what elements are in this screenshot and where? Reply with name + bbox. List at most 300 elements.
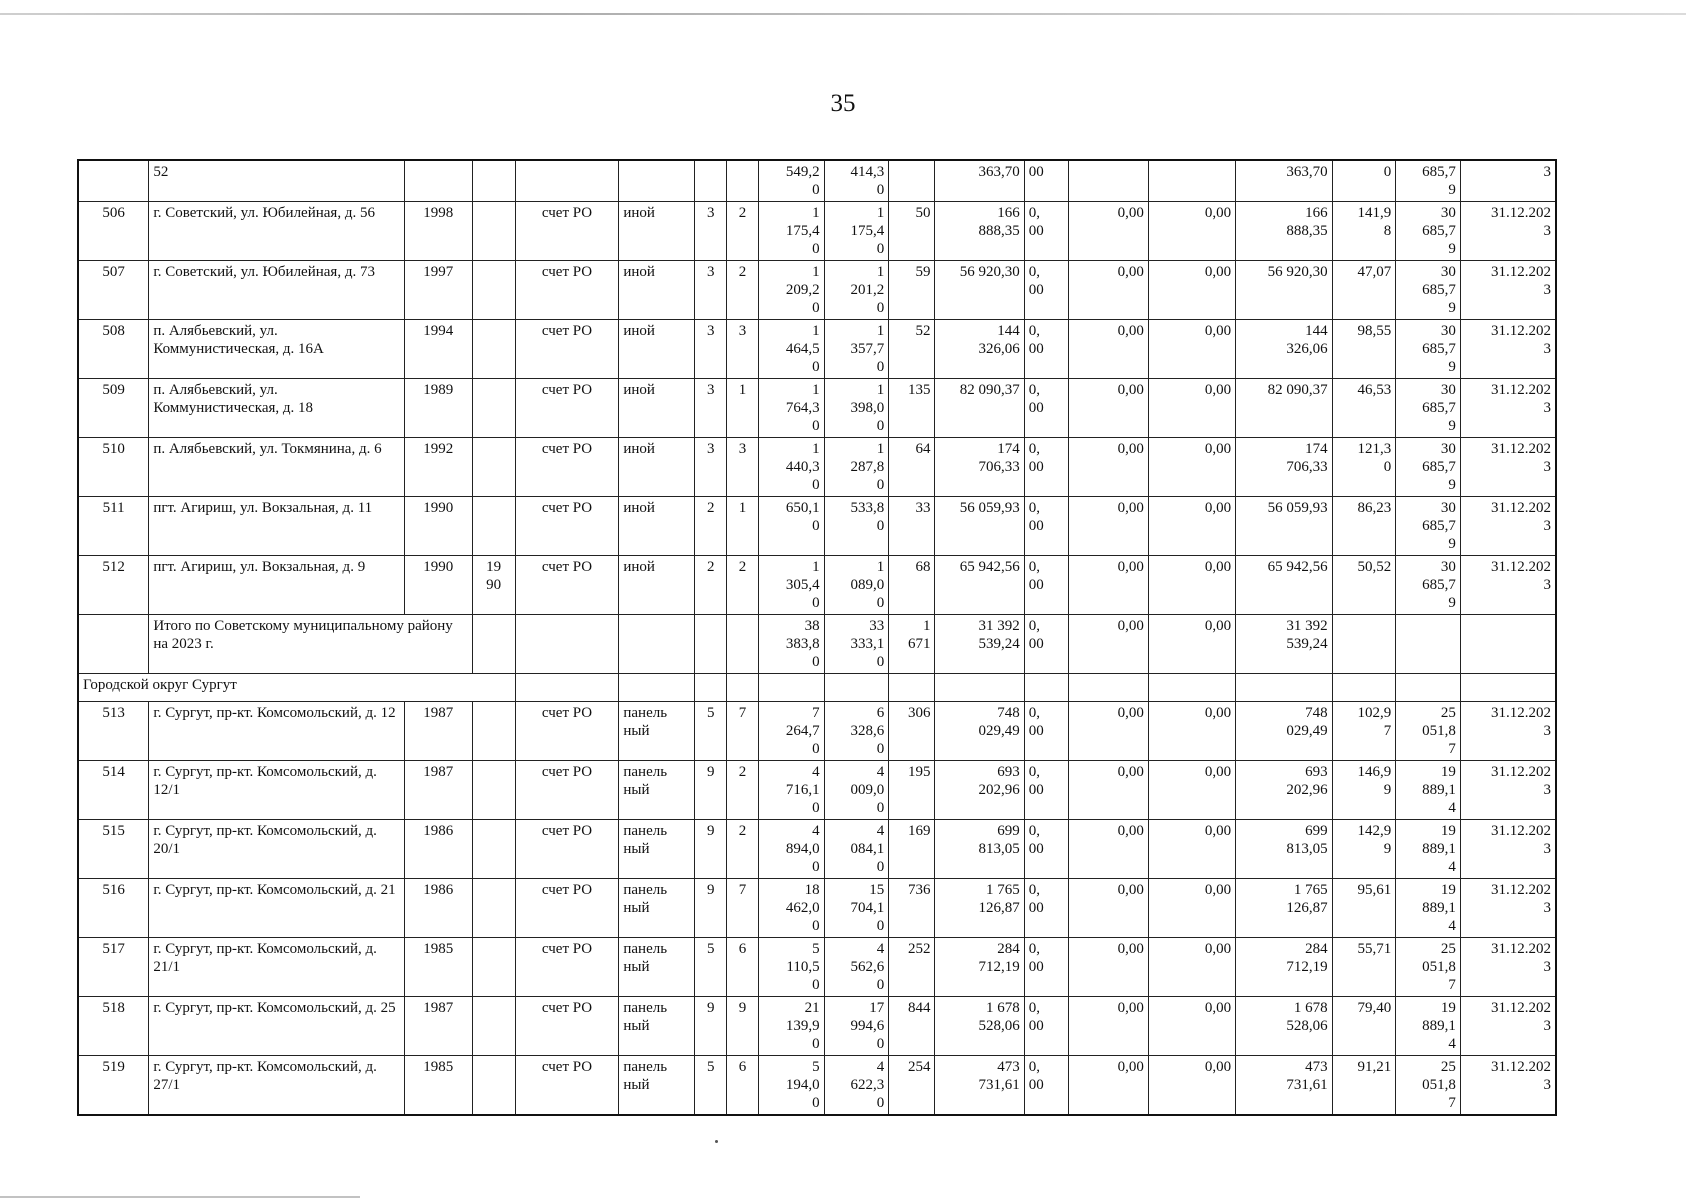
cell-max-cost: 19 889,1 4: [1396, 997, 1461, 1056]
cell-fund-total: 699 813,05: [1236, 820, 1332, 879]
cell-year2: [472, 702, 515, 761]
cell-year2: [472, 615, 515, 674]
cell-cost-per-m2: 102,9 7: [1332, 702, 1396, 761]
cell-address: пгт. Агириш, ул. Вокзальная, д. 11: [149, 497, 405, 556]
cell-area-total: 1 209,2 0: [758, 261, 824, 320]
cell-area-total: 38 383,8 0: [758, 615, 824, 674]
cell-floors: 3: [695, 379, 727, 438]
cell-empty: [935, 674, 1024, 702]
cell-area-total: 1 440,3 0: [758, 438, 824, 497]
cell-entrances: 3: [727, 320, 759, 379]
cell-year2: [472, 261, 515, 320]
cell-area-living: 1 089,0 0: [824, 556, 889, 615]
cell-fund-total: 174 706,33: [1236, 438, 1332, 497]
cell-fund-share: 0, 00: [1024, 997, 1068, 1056]
cell-budget-region: 0,00: [1068, 879, 1148, 938]
cell-budget-local: 0,00: [1148, 1056, 1235, 1116]
table-row-continuation: [78, 160, 1556, 202]
cell-account: счет РО: [515, 556, 619, 615]
cell-address: г. Сургут, пр-кт. Комсомольский, д. 21: [149, 879, 405, 938]
cell-max-cost: 30 685,7 9: [1396, 261, 1461, 320]
table-body: [78, 160, 1556, 1115]
cell-deadline: 31.12.202 3: [1460, 379, 1556, 438]
cell-year2: [472, 820, 515, 879]
cell-year: 1986: [404, 820, 472, 879]
cell-fund-share: 0, 00: [1024, 497, 1068, 556]
cell-num: 508: [78, 320, 149, 379]
cell-deadline: [1460, 615, 1556, 674]
cell-floors: 3: [695, 320, 727, 379]
cell-cost-per-m2: 55,71: [1332, 938, 1396, 997]
cell-fund-total: 473 731,61: [1236, 1056, 1332, 1116]
cell-cost-total: 56 059,93: [935, 497, 1024, 556]
cell-residents: 135: [889, 379, 935, 438]
cell-budget-region: 0,00: [1068, 761, 1148, 820]
cell-entrances: 2: [727, 761, 759, 820]
cell-year: 1990: [404, 556, 472, 615]
cell-cost-total: 473 731,61: [935, 1056, 1024, 1116]
cell-account: счет РО: [515, 879, 619, 938]
cell-floors: [695, 160, 727, 202]
cell-area-living: 1 398,0 0: [824, 379, 889, 438]
cell-residents: 252: [889, 938, 935, 997]
cell-cost-total: 144 326,06: [935, 320, 1024, 379]
cell-address: г. Сургут, пр-кт. Комсомольский, д. 12/1: [149, 761, 405, 820]
cell-year: 1985: [404, 938, 472, 997]
table-row: [78, 379, 1556, 438]
cell-residents: 169: [889, 820, 935, 879]
cell-account: счет РО: [515, 820, 619, 879]
cell-max-cost: 19 889,1 4: [1396, 761, 1461, 820]
cell-entrances: 2: [727, 261, 759, 320]
scan-edge-bottom: [0, 1196, 360, 1198]
cell-account: счет РО: [515, 938, 619, 997]
cell-deadline: 31.12.202 3: [1460, 1056, 1556, 1116]
cell-residents: 64: [889, 438, 935, 497]
cell-area-living: 4 622,3 0: [824, 1056, 889, 1116]
cell-num: 507: [78, 261, 149, 320]
cell-year2: [472, 160, 515, 202]
total-label: Итого по Советскому муниципальному району на 2023 г.: [149, 615, 472, 674]
cell-floors: 9: [695, 761, 727, 820]
cell-num: 514: [78, 761, 149, 820]
cell-account: счет РО: [515, 261, 619, 320]
cell-area-living: 17 994,6 0: [824, 997, 889, 1056]
cell-area-total: 1 464,5 0: [758, 320, 824, 379]
cell-num: 518: [78, 997, 149, 1056]
cell-floors: 9: [695, 879, 727, 938]
cell-floors: 5: [695, 702, 727, 761]
cell-floors: 2: [695, 556, 727, 615]
cell-empty: [1148, 674, 1235, 702]
cell-residents: [889, 160, 935, 202]
cell-wall: [619, 615, 695, 674]
cell-year: 1989: [404, 379, 472, 438]
cell-deadline: 31.12.202 3: [1460, 702, 1556, 761]
cell-residents: 52: [889, 320, 935, 379]
cell-area-total: 7 264,7 0: [758, 702, 824, 761]
cell-entrances: 3: [727, 438, 759, 497]
cell-wall: иной: [619, 202, 695, 261]
cell-cost-per-m2: 98,55: [1332, 320, 1396, 379]
cell-area-living: 1 357,7 0: [824, 320, 889, 379]
cell-fund-total: 144 326,06: [1236, 320, 1332, 379]
cell-area-total: 18 462,0 0: [758, 879, 824, 938]
cell-max-cost: 30 685,7 9: [1396, 379, 1461, 438]
cell-budget-local: 0,00: [1148, 438, 1235, 497]
cell-address: г. Сургут, пр-кт. Комсомольский, д. 12: [149, 702, 405, 761]
cell-cost-total: 699 813,05: [935, 820, 1024, 879]
cell-fund-share: 0, 00: [1024, 820, 1068, 879]
page-number: 35: [830, 90, 856, 117]
cell-num: 513: [78, 702, 149, 761]
cell-residents: 195: [889, 761, 935, 820]
cell-year2: 19 90: [472, 556, 515, 615]
cell-max-cost: 30 685,7 9: [1396, 438, 1461, 497]
cell-budget-region: 0,00: [1068, 1056, 1148, 1116]
cell-year2: [472, 202, 515, 261]
cell-fund-share: 0, 00: [1024, 1056, 1068, 1116]
cell-budget-local: 0,00: [1148, 997, 1235, 1056]
cell-account: счет РО: [515, 997, 619, 1056]
cell-empty: [758, 674, 824, 702]
cell-max-cost: 30 685,7 9: [1396, 497, 1461, 556]
total-row: [78, 615, 1556, 674]
cell-address: г. Сургут, пр-кт. Комсомольский, д. 27/1: [149, 1056, 405, 1116]
cell-address: г. Советский, ул. Юбилейная, д. 73: [149, 261, 405, 320]
table-row: [78, 879, 1556, 938]
cell-wall: иной: [619, 497, 695, 556]
scan-speck: [715, 1140, 718, 1143]
cell-floors: 5: [695, 938, 727, 997]
cell-fund-share: 0, 00: [1024, 761, 1068, 820]
cell-address: г. Сургут, пр-кт. Комсомольский, д. 21/1: [149, 938, 405, 997]
cell-account: счет РО: [515, 438, 619, 497]
cell-fund-share: 0, 00: [1024, 615, 1068, 674]
cell-budget-region: 0,00: [1068, 997, 1148, 1056]
cell-cost-total: 56 920,30: [935, 261, 1024, 320]
cell-cost-total: 166 888,35: [935, 202, 1024, 261]
cell-empty: [1024, 674, 1068, 702]
table-row: [78, 761, 1556, 820]
cell-fund-share: 0, 00: [1024, 879, 1068, 938]
cell-fund-share: 0, 00: [1024, 938, 1068, 997]
cell-fund-total: 65 942,56: [1236, 556, 1332, 615]
cell-budget-region: [1068, 160, 1148, 202]
cell-deadline: 31.12.202 3: [1460, 997, 1556, 1056]
cell-address: п. Алябьевский, ул. Коммунистическая, д. 18: [149, 379, 405, 438]
cell-account: счет РО: [515, 497, 619, 556]
cell-area-living: 1 201,2 0: [824, 261, 889, 320]
cell-max-cost: 30 685,7 9: [1396, 202, 1461, 261]
cell-cost-per-m2: [1332, 615, 1396, 674]
cell-address: г. Советский, ул. Юбилейная, д. 56: [149, 202, 405, 261]
cell-account: счет РО: [515, 1056, 619, 1116]
cell-area-living: 4 009,0 0: [824, 761, 889, 820]
cell-year: 1987: [404, 761, 472, 820]
cell-max-cost: 19 889,1 4: [1396, 820, 1461, 879]
cell-residents: 33: [889, 497, 935, 556]
cell-cost-per-m2: 47,07: [1332, 261, 1396, 320]
cell-wall: панель ный: [619, 1056, 695, 1116]
cell-wall: иной: [619, 438, 695, 497]
cell-floors: 3: [695, 202, 727, 261]
cell-address: пгт. Агириш, ул. Вокзальная, д. 9: [149, 556, 405, 615]
cell-residents: 50: [889, 202, 935, 261]
cell-deadline: 31.12.202 3: [1460, 497, 1556, 556]
cell-fund-share: 00: [1024, 160, 1068, 202]
cell-area-total: 549,2 0: [758, 160, 824, 202]
cell-cost-per-m2: 95,61: [1332, 879, 1396, 938]
cell-cost-total: 82 090,37: [935, 379, 1024, 438]
cell-empty: [515, 674, 619, 702]
cell-num: 516: [78, 879, 149, 938]
cell-num: 512: [78, 556, 149, 615]
cell-budget-local: 0,00: [1148, 379, 1235, 438]
cell-wall: иной: [619, 379, 695, 438]
cell-entrances: 7: [727, 702, 759, 761]
table-row: [78, 702, 1556, 761]
cell-num: [78, 615, 149, 674]
cell-area-total: 5 194,0 0: [758, 1056, 824, 1116]
cell-floors: 9: [695, 820, 727, 879]
cell-area-total: 4 894,0 0: [758, 820, 824, 879]
cell-max-cost: 19 889,1 4: [1396, 879, 1461, 938]
cell-area-total: 21 139,9 0: [758, 997, 824, 1056]
cell-residents: 254: [889, 1056, 935, 1116]
cell-budget-local: 0,00: [1148, 938, 1235, 997]
cell-cost-total: 693 202,96: [935, 761, 1024, 820]
cell-budget-local: 0,00: [1148, 202, 1235, 261]
cell-entrances: 2: [727, 820, 759, 879]
cell-residents: 1 671: [889, 615, 935, 674]
cell-address: г. Сургут, пр-кт. Комсомольский, д. 20/1: [149, 820, 405, 879]
cell-fund-total: 56 059,93: [1236, 497, 1332, 556]
cell-cost-total: 1 678 528,06: [935, 997, 1024, 1056]
cell-cost-per-m2: 86,23: [1332, 497, 1396, 556]
cell-wall: панель ный: [619, 761, 695, 820]
cell-budget-region: 0,00: [1068, 702, 1148, 761]
cell-empty: [1068, 674, 1148, 702]
cell-account: счет РО: [515, 320, 619, 379]
cell-fund-total: 56 920,30: [1236, 261, 1332, 320]
cell-fund-total: 166 888,35: [1236, 202, 1332, 261]
cell-area-living: 15 704,1 0: [824, 879, 889, 938]
cell-cost-per-m2: 142,9 9: [1332, 820, 1396, 879]
cell-budget-local: 0,00: [1148, 497, 1235, 556]
scan-edge-top: [0, 13, 1686, 15]
cell-floors: 5: [695, 1056, 727, 1116]
cell-fund-total: 1 765 126,87: [1236, 879, 1332, 938]
cell-year: 1987: [404, 997, 472, 1056]
cell-cost-per-m2: 79,40: [1332, 997, 1396, 1056]
cell-deadline: 31.12.202 3: [1460, 320, 1556, 379]
cell-area-living: 1 287,8 0: [824, 438, 889, 497]
cell-entrances: 2: [727, 202, 759, 261]
cell-address: 52: [149, 160, 405, 202]
cell-floors: 3: [695, 261, 727, 320]
cell-entrances: 2: [727, 556, 759, 615]
cell-empty: [889, 674, 935, 702]
cell-budget-local: 0,00: [1148, 615, 1235, 674]
cell-num: 515: [78, 820, 149, 879]
cell-cost-total: 174 706,33: [935, 438, 1024, 497]
cell-cost-per-m2: 121,3 0: [1332, 438, 1396, 497]
cell-max-cost: [1396, 615, 1461, 674]
cell-budget-local: 0,00: [1148, 879, 1235, 938]
cell-budget-region: 0,00: [1068, 438, 1148, 497]
cell-wall: панель ный: [619, 938, 695, 997]
cell-wall: иной: [619, 261, 695, 320]
cell-fund-share: 0, 00: [1024, 556, 1068, 615]
table-row: [78, 438, 1556, 497]
cell-budget-region: 0,00: [1068, 261, 1148, 320]
cell-cost-total: 748 029,49: [935, 702, 1024, 761]
cell-max-cost: 685,7 9: [1396, 160, 1461, 202]
cell-account: счет РО: [515, 702, 619, 761]
cell-empty: [1460, 674, 1556, 702]
cell-area-total: 4 716,1 0: [758, 761, 824, 820]
cell-wall: панель ный: [619, 879, 695, 938]
cell-floors: 2: [695, 497, 727, 556]
cell-year: [404, 160, 472, 202]
cell-fund-total: 82 090,37: [1236, 379, 1332, 438]
cell-wall: панель ный: [619, 702, 695, 761]
cell-address: п. Алябьевский, ул. Токмянина, д. 6: [149, 438, 405, 497]
cell-budget-local: [1148, 160, 1235, 202]
cell-fund-share: 0, 00: [1024, 702, 1068, 761]
cell-account: [515, 160, 619, 202]
cell-residents: 844: [889, 997, 935, 1056]
cell-area-living: 414,3 0: [824, 160, 889, 202]
cell-fund-share: 0, 00: [1024, 320, 1068, 379]
cell-address: п. Алябьевский, ул. Коммунистическая, д. 16А: [149, 320, 405, 379]
cell-residents: 306: [889, 702, 935, 761]
cell-fund-total: 363,70: [1236, 160, 1332, 202]
table-row: [78, 938, 1556, 997]
housing-register-table: [77, 159, 1557, 1116]
cell-budget-region: 0,00: [1068, 556, 1148, 615]
cell-deadline: 31.12.202 3: [1460, 820, 1556, 879]
cell-year: 1994: [404, 320, 472, 379]
cell-fund-total: 31 392 539,24: [1236, 615, 1332, 674]
cell-empty: [824, 674, 889, 702]
cell-cost-total: 31 392 539,24: [935, 615, 1024, 674]
cell-cost-per-m2: 141,9 8: [1332, 202, 1396, 261]
section-header-row: [78, 674, 1556, 702]
cell-budget-local: 0,00: [1148, 761, 1235, 820]
cell-area-living: 4 084,1 0: [824, 820, 889, 879]
cell-account: счет РО: [515, 761, 619, 820]
cell-entrances: [727, 615, 759, 674]
cell-deadline: 31.12.202 3: [1460, 556, 1556, 615]
cell-deadline: 31.12.202 3: [1460, 261, 1556, 320]
cell-deadline: 31.12.202 3: [1460, 879, 1556, 938]
cell-wall: панель ный: [619, 997, 695, 1056]
cell-year2: [472, 997, 515, 1056]
cell-year: 1986: [404, 879, 472, 938]
cell-year2: [472, 379, 515, 438]
cell-entrances: 6: [727, 1056, 759, 1116]
section-title: Городской округ Сургут: [78, 674, 515, 702]
table-row: [78, 497, 1556, 556]
cell-year: 1985: [404, 1056, 472, 1116]
cell-fund-share: 0, 00: [1024, 438, 1068, 497]
cell-year2: [472, 879, 515, 938]
cell-budget-region: 0,00: [1068, 379, 1148, 438]
cell-entrances: 9: [727, 997, 759, 1056]
table-row: [78, 1056, 1556, 1116]
cell-year2: [472, 761, 515, 820]
cell-num: 506: [78, 202, 149, 261]
cell-deadline: 31.12.202 3: [1460, 938, 1556, 997]
table-row: [78, 320, 1556, 379]
cell-entrances: 6: [727, 938, 759, 997]
table-row: [78, 997, 1556, 1056]
cell-wall: иной: [619, 556, 695, 615]
cell-fund-share: 0, 00: [1024, 379, 1068, 438]
cell-area-total: 650,1 0: [758, 497, 824, 556]
cell-residents: 736: [889, 879, 935, 938]
cell-area-living: 533,8 0: [824, 497, 889, 556]
cell-num: 519: [78, 1056, 149, 1116]
cell-account: счет РО: [515, 379, 619, 438]
cell-max-cost: 30 685,7 9: [1396, 320, 1461, 379]
cell-wall: [619, 160, 695, 202]
cell-year2: [472, 438, 515, 497]
cell-cost-total: 1 765 126,87: [935, 879, 1024, 938]
cell-cost-per-m2: 46,53: [1332, 379, 1396, 438]
cell-area-living: 33 333,1 0: [824, 615, 889, 674]
cell-year2: [472, 497, 515, 556]
cell-cost-per-m2: 91,21: [1332, 1056, 1396, 1116]
cell-budget-region: 0,00: [1068, 938, 1148, 997]
cell-entrances: [727, 160, 759, 202]
cell-year: 1998: [404, 202, 472, 261]
cell-deadline: 31.12.202 3: [1460, 761, 1556, 820]
cell-deadline: 31.12.202 3: [1460, 438, 1556, 497]
cell-floors: 3: [695, 438, 727, 497]
cell-num: 511: [78, 497, 149, 556]
cell-wall: панель ный: [619, 820, 695, 879]
cell-budget-local: 0,00: [1148, 320, 1235, 379]
cell-budget-local: 0,00: [1148, 556, 1235, 615]
cell-area-living: 4 562,6 0: [824, 938, 889, 997]
table-row: [78, 556, 1556, 615]
cell-empty: [1396, 674, 1461, 702]
cell-floors: [695, 615, 727, 674]
cell-num: 517: [78, 938, 149, 997]
cell-budget-region: 0,00: [1068, 320, 1148, 379]
cell-empty: [695, 674, 727, 702]
cell-floors: 9: [695, 997, 727, 1056]
cell-cost-total: 284 712,19: [935, 938, 1024, 997]
cell-area-total: 1 764,3 0: [758, 379, 824, 438]
cell-year2: [472, 320, 515, 379]
cell-budget-region: 0,00: [1068, 497, 1148, 556]
cell-residents: 68: [889, 556, 935, 615]
cell-max-cost: 25 051,8 7: [1396, 1056, 1461, 1116]
cell-address: г. Сургут, пр-кт. Комсомольский, д. 25: [149, 997, 405, 1056]
cell-area-living: 6 328,6 0: [824, 702, 889, 761]
cell-cost-total: 65 942,56: [935, 556, 1024, 615]
cell-cost-total: 363,70: [935, 160, 1024, 202]
cell-budget-local: 0,00: [1148, 261, 1235, 320]
cell-year: 1992: [404, 438, 472, 497]
cell-area-total: 1 305,4 0: [758, 556, 824, 615]
cell-year2: [472, 1056, 515, 1116]
cell-budget-region: 0,00: [1068, 615, 1148, 674]
